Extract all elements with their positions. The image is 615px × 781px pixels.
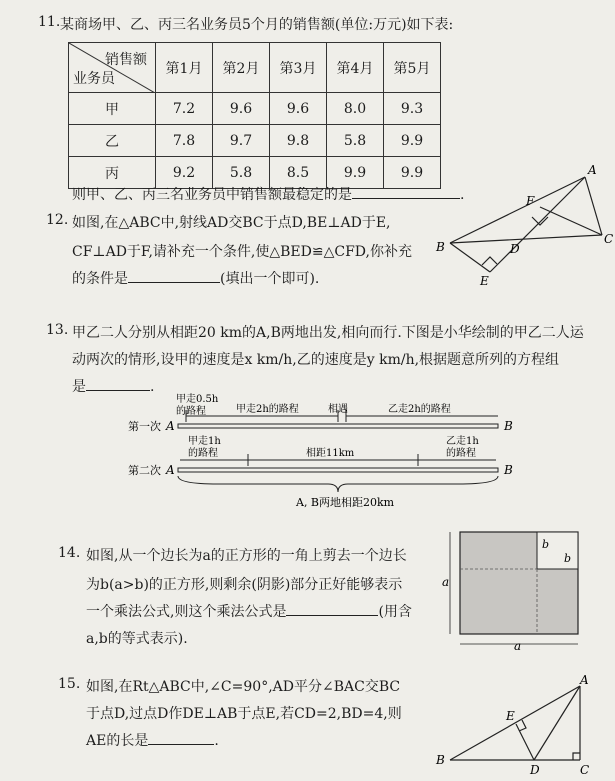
q11-question: [72, 184, 464, 204]
q13-answer-blank[interactable]: [86, 376, 150, 391]
q11-question-text: 则甲、乙、丙三名业务员中销售额最稳定的是: [72, 187, 352, 203]
q13-r2-seg3-line2: 的路程: [446, 448, 476, 459]
table-corner-cell: [69, 43, 156, 93]
q13-line3-text: 是: [72, 379, 86, 395]
q15-label-C: C: [580, 763, 590, 777]
q13-line2: 动两次的情形,设甲的速度是x km/h,乙的速度是y km/h,根据题意所列的方程组: [72, 352, 560, 368]
q14-figure: [440, 522, 605, 652]
q14-line3-a: 一个乘法公式,则这个乘法公式是: [86, 604, 287, 620]
table-cell: 9.3: [384, 93, 441, 125]
table-cell: 9.9: [384, 157, 441, 189]
q12-line3-b: (填出一个即可).: [220, 271, 320, 287]
q12-label-E: E: [480, 274, 489, 288]
q13-row1-A: A: [166, 419, 175, 433]
q15-line2: 于点D,过点D作DE⊥AB于点E,若CD=2,BD=4,则: [86, 706, 402, 722]
q13-diagram: [118, 392, 538, 512]
q12-label-A: A: [588, 165, 597, 177]
month-header: 第5月: [384, 43, 441, 93]
month-header: 第2月: [213, 43, 270, 93]
table-cell: 9.6: [213, 93, 270, 125]
table-cell: 9.9: [327, 157, 384, 189]
q14-line2: 为b(a>b)的正方形,则剩余(阴影)部分正好能够表示: [86, 577, 403, 593]
q14-line3: [86, 601, 412, 621]
q15-line3-end: .: [214, 733, 219, 749]
q13-second-label: 第二次: [128, 464, 161, 477]
month-header: 第3月: [270, 43, 327, 93]
row-name: 丙: [69, 157, 156, 189]
q14-label-a-side: a: [442, 575, 450, 589]
q13-first-label: 第一次: [128, 420, 161, 433]
q14-line4: a,b的等式表示).: [86, 631, 188, 647]
q13-line1: 甲乙二人分别从相距20 km的A,B两地出发,相向而行.下图是小华绘制的甲乙二人运: [72, 325, 584, 341]
q13-total: A, B两地相距20km: [296, 496, 395, 509]
q13-row1-B: B: [504, 419, 513, 433]
q14-line1: 如图,从一个边长为a的正方形的一角上剪去一个边长: [86, 548, 407, 564]
q13-r2-seg1-line2: 的路程: [188, 448, 218, 459]
q13-row2-A: A: [166, 463, 175, 477]
table-cell: 9.8: [270, 125, 327, 157]
table-cell: 8.5: [270, 157, 327, 189]
table-cell: 9.9: [384, 125, 441, 157]
q15-line3: [86, 730, 219, 750]
month-header: 第1月: [156, 43, 213, 93]
table-cell: 7.8: [156, 125, 213, 157]
q15-line1: 如图,在Rt△ABC中,∠C=90°,AD平分∠BAC交BC: [86, 679, 401, 695]
q12-number: 12.: [46, 212, 69, 228]
q12-label-F: F: [526, 194, 535, 208]
q14-answer-blank[interactable]: [286, 601, 378, 616]
q13-row2-B: B: [504, 463, 513, 477]
q13-r1-seg1-line1: 甲走0.5h: [176, 394, 219, 405]
table-row: [69, 93, 441, 125]
table-cell: 5.8: [327, 125, 384, 157]
q15-number: 15.: [58, 676, 81, 692]
q12-answer-blank[interactable]: [128, 268, 220, 283]
q13-r2-seg1-line1: 甲走1h: [188, 436, 221, 447]
q13-r1-seg3: 乙走2h的路程: [388, 404, 451, 415]
q11-end: .: [460, 187, 465, 203]
q14-label-b-side: b: [564, 552, 572, 565]
q13-r1-meet: 相遇: [328, 404, 348, 415]
table-cell: 8.0: [327, 93, 384, 125]
row-name: 乙: [69, 125, 156, 157]
q13-r1-seg1-line2: 的路程: [176, 406, 206, 417]
q15-figure: [430, 672, 610, 778]
table-cell: 9.2: [156, 157, 213, 189]
q11-number: 11.: [38, 14, 61, 30]
q12-label-B: B: [436, 240, 445, 254]
q12-label-D: D: [510, 242, 520, 256]
table-cell: 7.2: [156, 93, 213, 125]
q12-line2: CF⊥AD于F,请补充一个条件,使△BED≌△CFD,你补充: [72, 244, 412, 260]
table-cell: 5.8: [213, 157, 270, 189]
q15-label-E: E: [506, 709, 515, 723]
q15-label-D: D: [530, 763, 540, 777]
q15-label-B: B: [436, 753, 445, 767]
corner-top-label: 销售额: [105, 52, 147, 68]
q14-number: 14.: [58, 545, 81, 561]
q13-r2-mid: 相距11km: [306, 448, 355, 459]
table-row: [69, 125, 441, 157]
q14-line3-b: (用含: [378, 604, 412, 620]
month-header: 第4月: [327, 43, 384, 93]
table-cell: 9.6: [270, 93, 327, 125]
q13-r2-seg3-line1: 乙走1h: [446, 436, 479, 447]
q14-label-b-top: b: [542, 538, 550, 551]
q15-answer-blank[interactable]: [148, 730, 214, 745]
q11-stem: 某商场甲、乙、丙三名业务员5个月的销售额(单位:万元)如下表:: [60, 17, 454, 33]
q12-line3: [72, 268, 319, 288]
q12-label-C: C: [604, 232, 614, 246]
table-cell: 9.7: [213, 125, 270, 157]
corner-bottom-label: 业务员: [73, 71, 115, 87]
q13-number: 13.: [46, 322, 69, 338]
q15-line3-text: AE的长是: [86, 733, 149, 749]
q12-line3-a: 的条件是: [72, 271, 128, 287]
q12-figure: [430, 165, 615, 290]
q13-line3-end: .: [150, 379, 155, 395]
q12-line1: 如图,在△ABC中,射线AD交BC于点D,BE⊥AD于E,: [72, 215, 391, 231]
q13-r1-seg2: 甲走2h的路程: [236, 404, 299, 415]
q15-label-A: A: [580, 673, 589, 687]
row-name: 甲: [69, 93, 156, 125]
sales-table: [68, 42, 441, 189]
q14-label-a-bottom: a: [514, 639, 522, 652]
